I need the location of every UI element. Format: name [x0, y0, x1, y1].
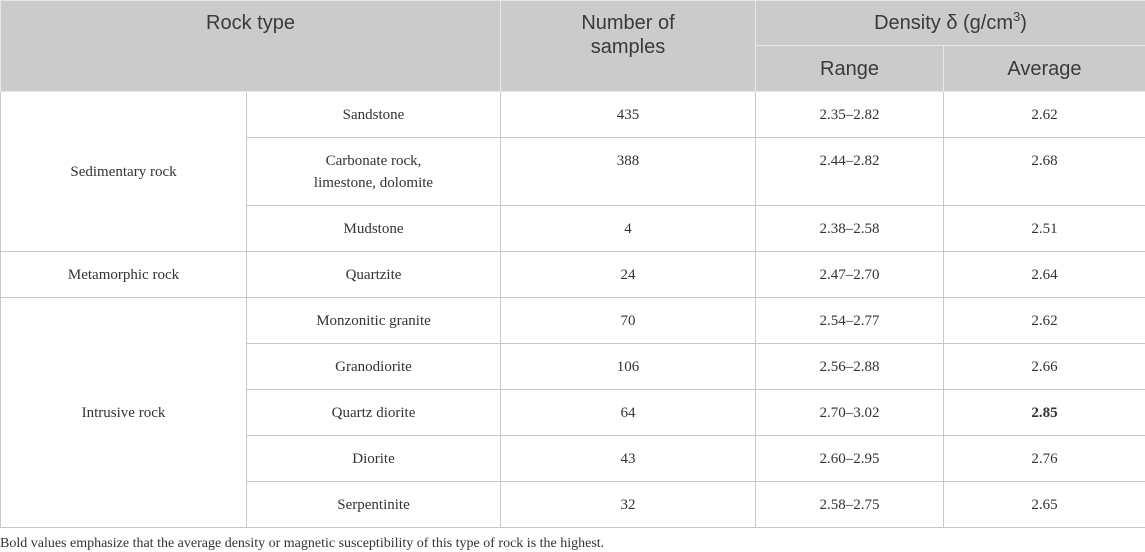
rock-type-cell: Monzonitic granite: [247, 298, 501, 344]
rock-type-cell: Serpentinite: [247, 482, 501, 528]
header-density-close: ): [1020, 12, 1027, 34]
table-row: [1, 92, 1145, 138]
rock-category-cell: Sedimentary rock: [1, 92, 247, 252]
range-cell: 2.70–3.02: [756, 390, 944, 436]
table-body: [1, 92, 1145, 528]
samples-cell: 32: [501, 482, 756, 528]
header-rock-type: Rock type: [1, 1, 501, 92]
range-cell: 2.58–2.75: [756, 482, 944, 528]
rock-type-cell: Quartzite: [247, 252, 501, 298]
samples-cell: 24: [501, 252, 756, 298]
samples-cell: 388: [501, 138, 756, 206]
average-cell: 2.62: [944, 92, 1145, 138]
header-density-label: Density δ (g/cm: [874, 12, 1013, 34]
header-number-of-samples: Number of samples: [501, 1, 756, 92]
average-cell: 2.68: [944, 138, 1145, 206]
table-footnote: Bold values emphasize that the average density or magnetic susceptibility of this type of rock is the highest.: [0, 535, 1145, 552]
samples-cell: 43: [501, 436, 756, 482]
range-cell: 2.44–2.82: [756, 138, 944, 206]
average-cell: 2.62: [944, 298, 1145, 344]
average-cell: 2.76: [944, 436, 1145, 482]
average-cell: 2.65: [944, 482, 1145, 528]
rock-type-cell: Granodiorite: [247, 344, 501, 390]
table-row: [1, 252, 1145, 298]
rock-category-cell: Intrusive rock: [1, 298, 247, 528]
samples-cell: 106: [501, 344, 756, 390]
range-cell: 2.60–2.95: [756, 436, 944, 482]
average-cell: 2.85: [944, 390, 1145, 436]
header-density-superscript: 3: [1013, 9, 1020, 24]
samples-cell: 70: [501, 298, 756, 344]
range-cell: 2.35–2.82: [756, 92, 944, 138]
average-cell: 2.51: [944, 206, 1145, 252]
table-header: [1, 1, 1145, 92]
rock-type-cell: Quartz diorite: [247, 390, 501, 436]
average-cell: 2.66: [944, 344, 1145, 390]
rock-type-cell: Diorite: [247, 436, 501, 482]
range-cell: 2.47–2.70: [756, 252, 944, 298]
rock-category-cell: Metamorphic rock: [1, 252, 247, 298]
table-row: [1, 298, 1145, 344]
range-cell: 2.54–2.77: [756, 298, 944, 344]
rock-type-cell: Carbonate rock, limestone, dolomite: [247, 138, 501, 206]
samples-cell: 4: [501, 206, 756, 252]
range-cell: 2.38–2.58: [756, 206, 944, 252]
samples-cell: 435: [501, 92, 756, 138]
rock-type-cell: Sandstone: [247, 92, 501, 138]
average-cell: 2.64: [944, 252, 1145, 298]
rock-type-cell: Mudstone: [247, 206, 501, 252]
header-row: [1, 1, 1145, 46]
header-density: [756, 1, 1145, 46]
header-average: Average: [944, 46, 1145, 92]
header-range: Range: [756, 46, 944, 92]
samples-cell: 64: [501, 390, 756, 436]
range-cell: 2.56–2.88: [756, 344, 944, 390]
